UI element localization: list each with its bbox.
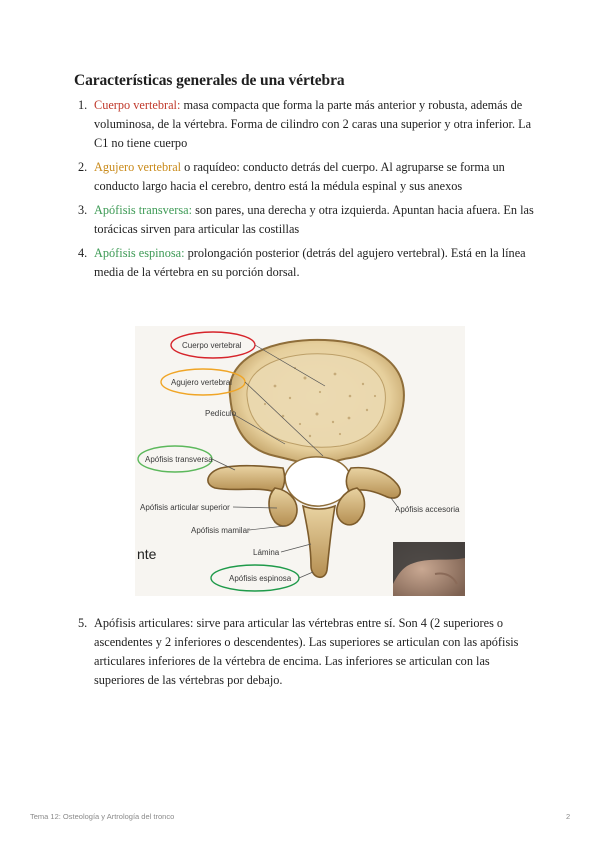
label-lamina: Lámina <box>253 548 280 557</box>
list-item-number: 5. <box>78 616 88 630</box>
vertebral-body-shape <box>230 340 404 466</box>
term-apofisis-transversa: Apófisis transversa: <box>94 203 193 217</box>
list-item-number: 1. <box>78 98 88 112</box>
list-item <box>74 244 534 282</box>
footer-page-number: 2 <box>566 812 571 821</box>
footer-title: Tema 12: Osteología y Artrología del tronco <box>30 812 175 821</box>
list-item-number: 2. <box>78 160 88 174</box>
list-item <box>74 158 534 196</box>
label-apofisis-espinosa: Apófisis espinosa <box>229 574 292 583</box>
label-apofisis-mamilar: Apófisis mamilar <box>191 526 250 535</box>
list-item-text: Apófisis articulares: sirve para articular las vértebras entre sí. Son 4 (2 superiores o ascendentes y 2 inferiores o descendentes). Las superiores se articulan con las apófisis articulares inferiores de la vértebra de encima. Las inferiores se articulan con las superiores de las vértebras por debajo. <box>94 616 519 687</box>
label-cuerpo-vertebral: Cuerpo vertebral <box>182 341 242 350</box>
term-agujero-vertebral: Agujero vertebral <box>94 160 182 174</box>
vertebra-figure <box>135 326 465 596</box>
label-apofisis-transversa: Apófisis transversa <box>145 455 213 464</box>
term-cuerpo-vertebral: Cuerpo vertebral: <box>94 98 181 112</box>
label-apofisis-accesoria: Apófisis accesoria <box>395 505 460 514</box>
text-fragment: nte <box>137 546 157 562</box>
label-agujero-vertebral: Agujero vertebral <box>171 378 232 387</box>
list-item <box>74 96 534 153</box>
list-item <box>74 614 534 690</box>
label-pediculo: Pedículo <box>205 409 237 418</box>
label-articular-superior: Apófisis articular superior <box>140 503 230 512</box>
vertebra-illustration <box>135 326 465 596</box>
list-item-text: son pares, una derecha y otra izquierda. Apuntan hacia afuera. En las torácicas sirven para articular las costillas <box>94 203 534 236</box>
list-item-number: 4. <box>78 246 88 260</box>
list-item-text: o raquídeo: conducto detrás del cuerpo. Al agruparse se forma un conducto largo hacia el cerebro, dentro está la médula espinal y sus anexos <box>94 160 505 193</box>
list-item <box>74 201 534 239</box>
list-item-number: 3. <box>78 203 88 217</box>
neck-photo-inset <box>393 542 465 596</box>
articulares-list <box>74 614 534 690</box>
page-title: Características generales de una vértebra <box>74 72 345 89</box>
characteristics-list <box>74 96 534 282</box>
list-item-text: masa compacta que forma la parte más anterior y robusta, además de voluminosa, de la vértebra. Forma de cilindro con 2 caras una superior y otra inferior. La C1 no tiene cuerpo <box>94 98 532 150</box>
term-apofisis-espinosa: Apófisis espinosa: <box>94 246 185 260</box>
list-item-text: prolongación posterior (detrás del agujero vertebral). Está en la línea media de la vértebra en su porción dorsal. <box>94 246 526 279</box>
